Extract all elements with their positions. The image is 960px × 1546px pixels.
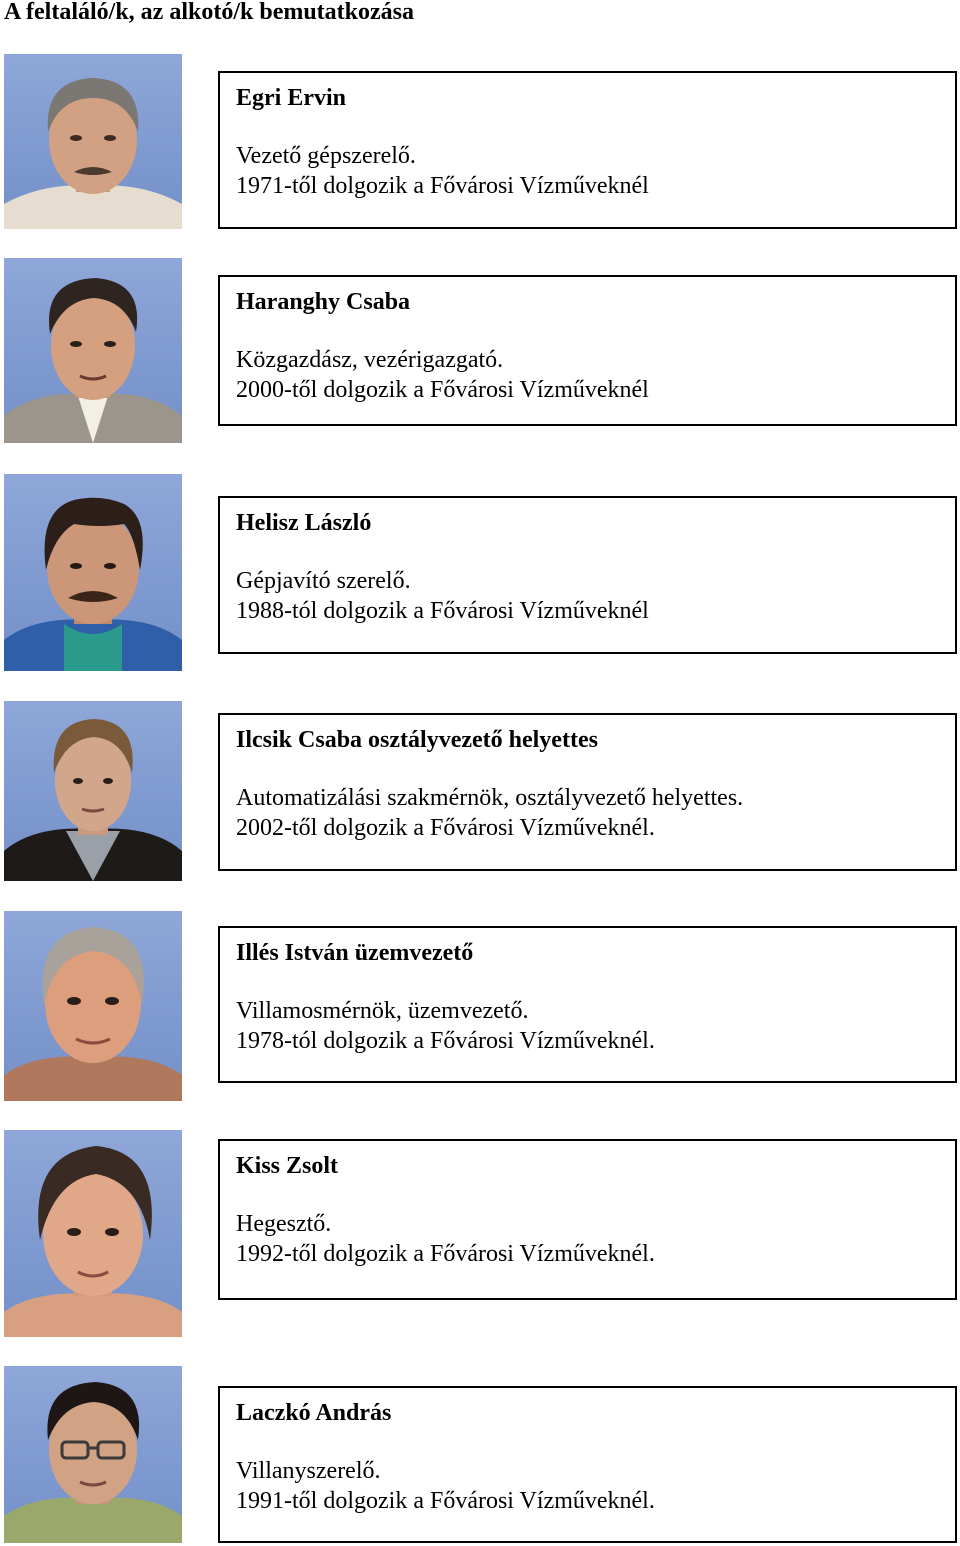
person-card [218, 71, 957, 229]
person-role: Közgazdász, vezérigazgató. [236, 347, 504, 373]
person-name: Ilcsik Csaba osztályvezető helyettes [236, 727, 598, 753]
portrait-photo [4, 1366, 182, 1543]
person-card [218, 926, 957, 1083]
person-role: Villamosmérnök, üzemvezető. [236, 998, 529, 1024]
person-name: Laczkó András [236, 1400, 392, 1426]
person-card [218, 1139, 957, 1300]
portrait-photo [4, 258, 182, 443]
person-name: Haranghy Csaba [236, 289, 411, 315]
person-card [218, 1386, 957, 1543]
person-employment: 1988-tól dolgozik a Fővárosi Vízműveknél [236, 598, 649, 624]
person-name: Helisz László [236, 510, 372, 536]
person-employment: 2000-től dolgozik a Fővárosi Vízműveknél [236, 377, 649, 403]
person-role: Hegesztő. [236, 1211, 332, 1237]
person-role: Villanyszerelő. [236, 1458, 381, 1484]
person-role: Gépjavító szerelő. [236, 568, 411, 594]
person-role: Vezető gépszerelő. [236, 143, 416, 169]
person-employment: 1991-től dolgozik a Fővárosi Vízműveknél. [236, 1488, 655, 1514]
portrait-photo [4, 701, 182, 881]
portrait-photo [4, 474, 182, 671]
person-employment: 1971-től dolgozik a Fővárosi Vízműveknél [236, 173, 649, 199]
person-name: Illés István üzemvezető [236, 940, 474, 966]
person-name: Egri Ervin [236, 85, 347, 111]
person-employment: 1978-tól dolgozik a Fővárosi Vízműveknél. [236, 1028, 655, 1054]
portrait-photo [4, 54, 182, 229]
person-card [218, 275, 957, 426]
portrait-photo [4, 911, 182, 1101]
person-card [218, 713, 957, 871]
person-name: Kiss Zsolt [236, 1153, 339, 1179]
person-employment: 1992-től dolgozik a Fővárosi Vízműveknél. [236, 1241, 655, 1267]
page-title: A feltaláló/k, az alkotó/k bemutatkozása [4, 0, 415, 25]
person-employment: 2002-től dolgozik a Fővárosi Vízműveknél. [236, 815, 655, 841]
person-role: Automatizálási szakmérnök, osztályvezető helyettes. [236, 785, 744, 811]
person-card [218, 496, 957, 654]
portrait-photo [4, 1130, 182, 1337]
